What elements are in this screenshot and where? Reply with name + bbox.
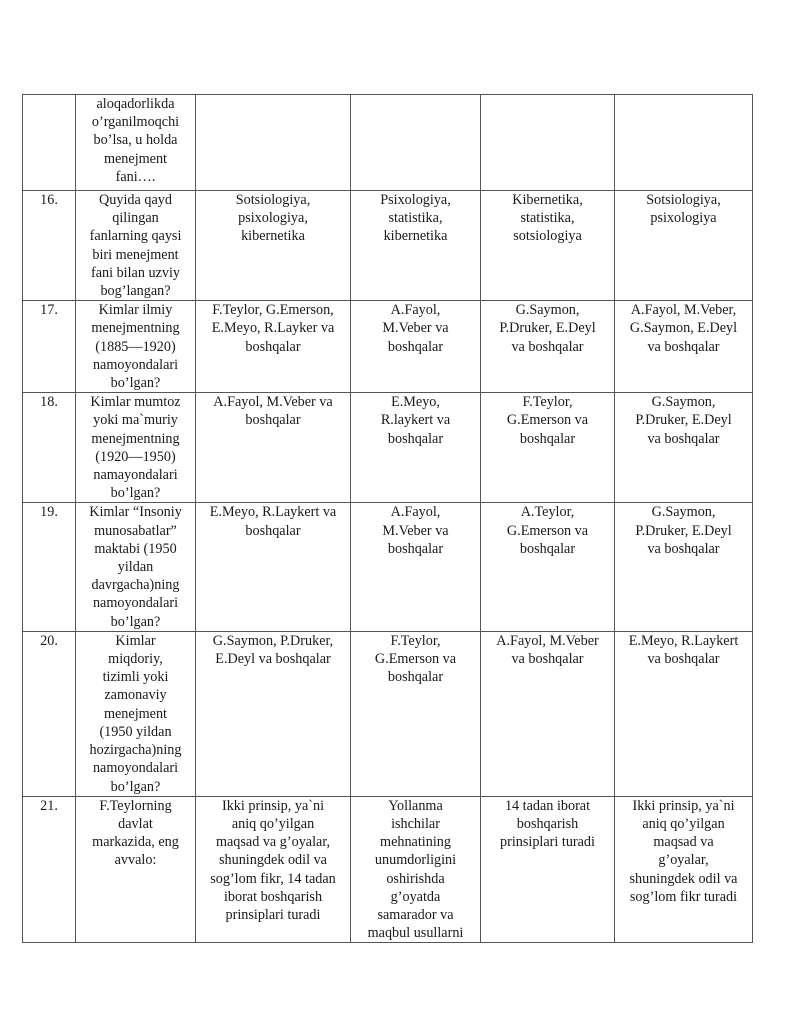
answer-option-3: A.Teylor, G.Emerson va boshqalar (481, 503, 615, 631)
table-row (23, 191, 753, 301)
answer-option-4: Sotsiologiya, psixologiya (615, 191, 753, 301)
question-number: 19. (23, 503, 76, 631)
table-row (23, 631, 753, 796)
table-row (23, 301, 753, 393)
answer-option-2: F.Teylor, G.Emerson va boshqalar (351, 631, 481, 796)
answer-option-3: A.Fayol, M.Veber va boshqalar (481, 631, 615, 796)
answer-option-4: A.Fayol, M.Veber, G.Saymon, E.Deyl va boshqalar (615, 301, 753, 393)
table-row (23, 95, 753, 191)
question-number: 17. (23, 301, 76, 393)
table-body (23, 95, 753, 943)
question-number: 21. (23, 796, 76, 943)
table-row (23, 503, 753, 631)
question-number: 16. (23, 191, 76, 301)
question-number: 20. (23, 631, 76, 796)
answer-option-1: A.Fayol, M.Veber va boshqalar (196, 393, 351, 503)
answer-option-2: A.Fayol, M.Veber va boshqalar (351, 301, 481, 393)
answer-option-3: Kibernetika, statistika, sotsiologiya (481, 191, 615, 301)
question-text: Kimlar “Insoniy munosabatlar” maktabi (1950 yildan davrgacha)ning namoyondalari bo’lgan? (76, 503, 196, 631)
answer-option-4: G.Saymon, P.Druker, E.Deyl va boshqalar (615, 393, 753, 503)
answer-option-2: A.Fayol, M.Veber va boshqalar (351, 503, 481, 631)
question-table (22, 94, 753, 943)
answer-option-3: G.Saymon, P.Druker, E.Deyl va boshqalar (481, 301, 615, 393)
answer-option-2: E.Meyo, R.laykert va boshqalar (351, 393, 481, 503)
answer-option-4: E.Meyo, R.Laykert va boshqalar (615, 631, 753, 796)
question-text: Kimlar mumtoz yoki ma`muriy menejmentning (1920—1950) namayondalari bo’lgan? (76, 393, 196, 503)
answer-option-2: Yollanma ishchilar mehnatining unumdorligini oshirishda g’oyatda samarador va maqbul usullarni (351, 796, 481, 943)
answer-option-4: G.Saymon, P.Druker, E.Deyl va boshqalar (615, 503, 753, 631)
answer-option-1 (196, 95, 351, 191)
answer-option-3: F.Teylor, G.Emerson va boshqalar (481, 393, 615, 503)
answer-option-3 (481, 95, 615, 191)
answer-option-1: Sotsiologiya, psixologiya, kibernetika (196, 191, 351, 301)
question-text: aloqadorlikda o’rganilmoqchi bo’lsa, u holda menejment fani…. (76, 95, 196, 191)
table-row (23, 393, 753, 503)
question-number: 18. (23, 393, 76, 503)
answer-option-3: 14 tadan iborat boshqarish prinsiplari turadi (481, 796, 615, 943)
question-text: Kimlar ilmiy menejmentning (1885—1920) namoyondalari bo’lgan? (76, 301, 196, 393)
answer-option-4: Ikki prinsip, ya`ni aniq qo’yilgan maqsad va g’oyalar, shuningdek odil va sog’lom fikr turadi (615, 796, 753, 943)
answer-option-1: G.Saymon, P.Druker, E.Deyl va boshqalar (196, 631, 351, 796)
answer-option-1: F.Teylor, G.Emerson, E.Meyo, R.Layker va boshqalar (196, 301, 351, 393)
answer-option-2 (351, 95, 481, 191)
answer-option-4 (615, 95, 753, 191)
answer-option-1: Ikki prinsip, ya`ni aniq qo’yilgan maqsad va g’oyalar, shuningdek odil va sog’lom fikr, 14 tadan iborat boshqarish prinsiplari turadi (196, 796, 351, 943)
question-text: Kimlar miqdoriy, tizimli yoki zamonaviy menejment (1950 yildan hozirgacha)ning namoyondalari bo’lgan? (76, 631, 196, 796)
question-text: Quyida qayd qilingan fanlarning qaysi biri menejment fani bilan uzviy bog’langan? (76, 191, 196, 301)
answer-option-2: Psixologiya, statistika, kibernetika (351, 191, 481, 301)
answer-option-1: E.Meyo, R.Laykert va boshqalar (196, 503, 351, 631)
table-row (23, 796, 753, 943)
question-text: F.Teylorning davlat markazida, eng avvalo: (76, 796, 196, 943)
question-number (23, 95, 76, 191)
